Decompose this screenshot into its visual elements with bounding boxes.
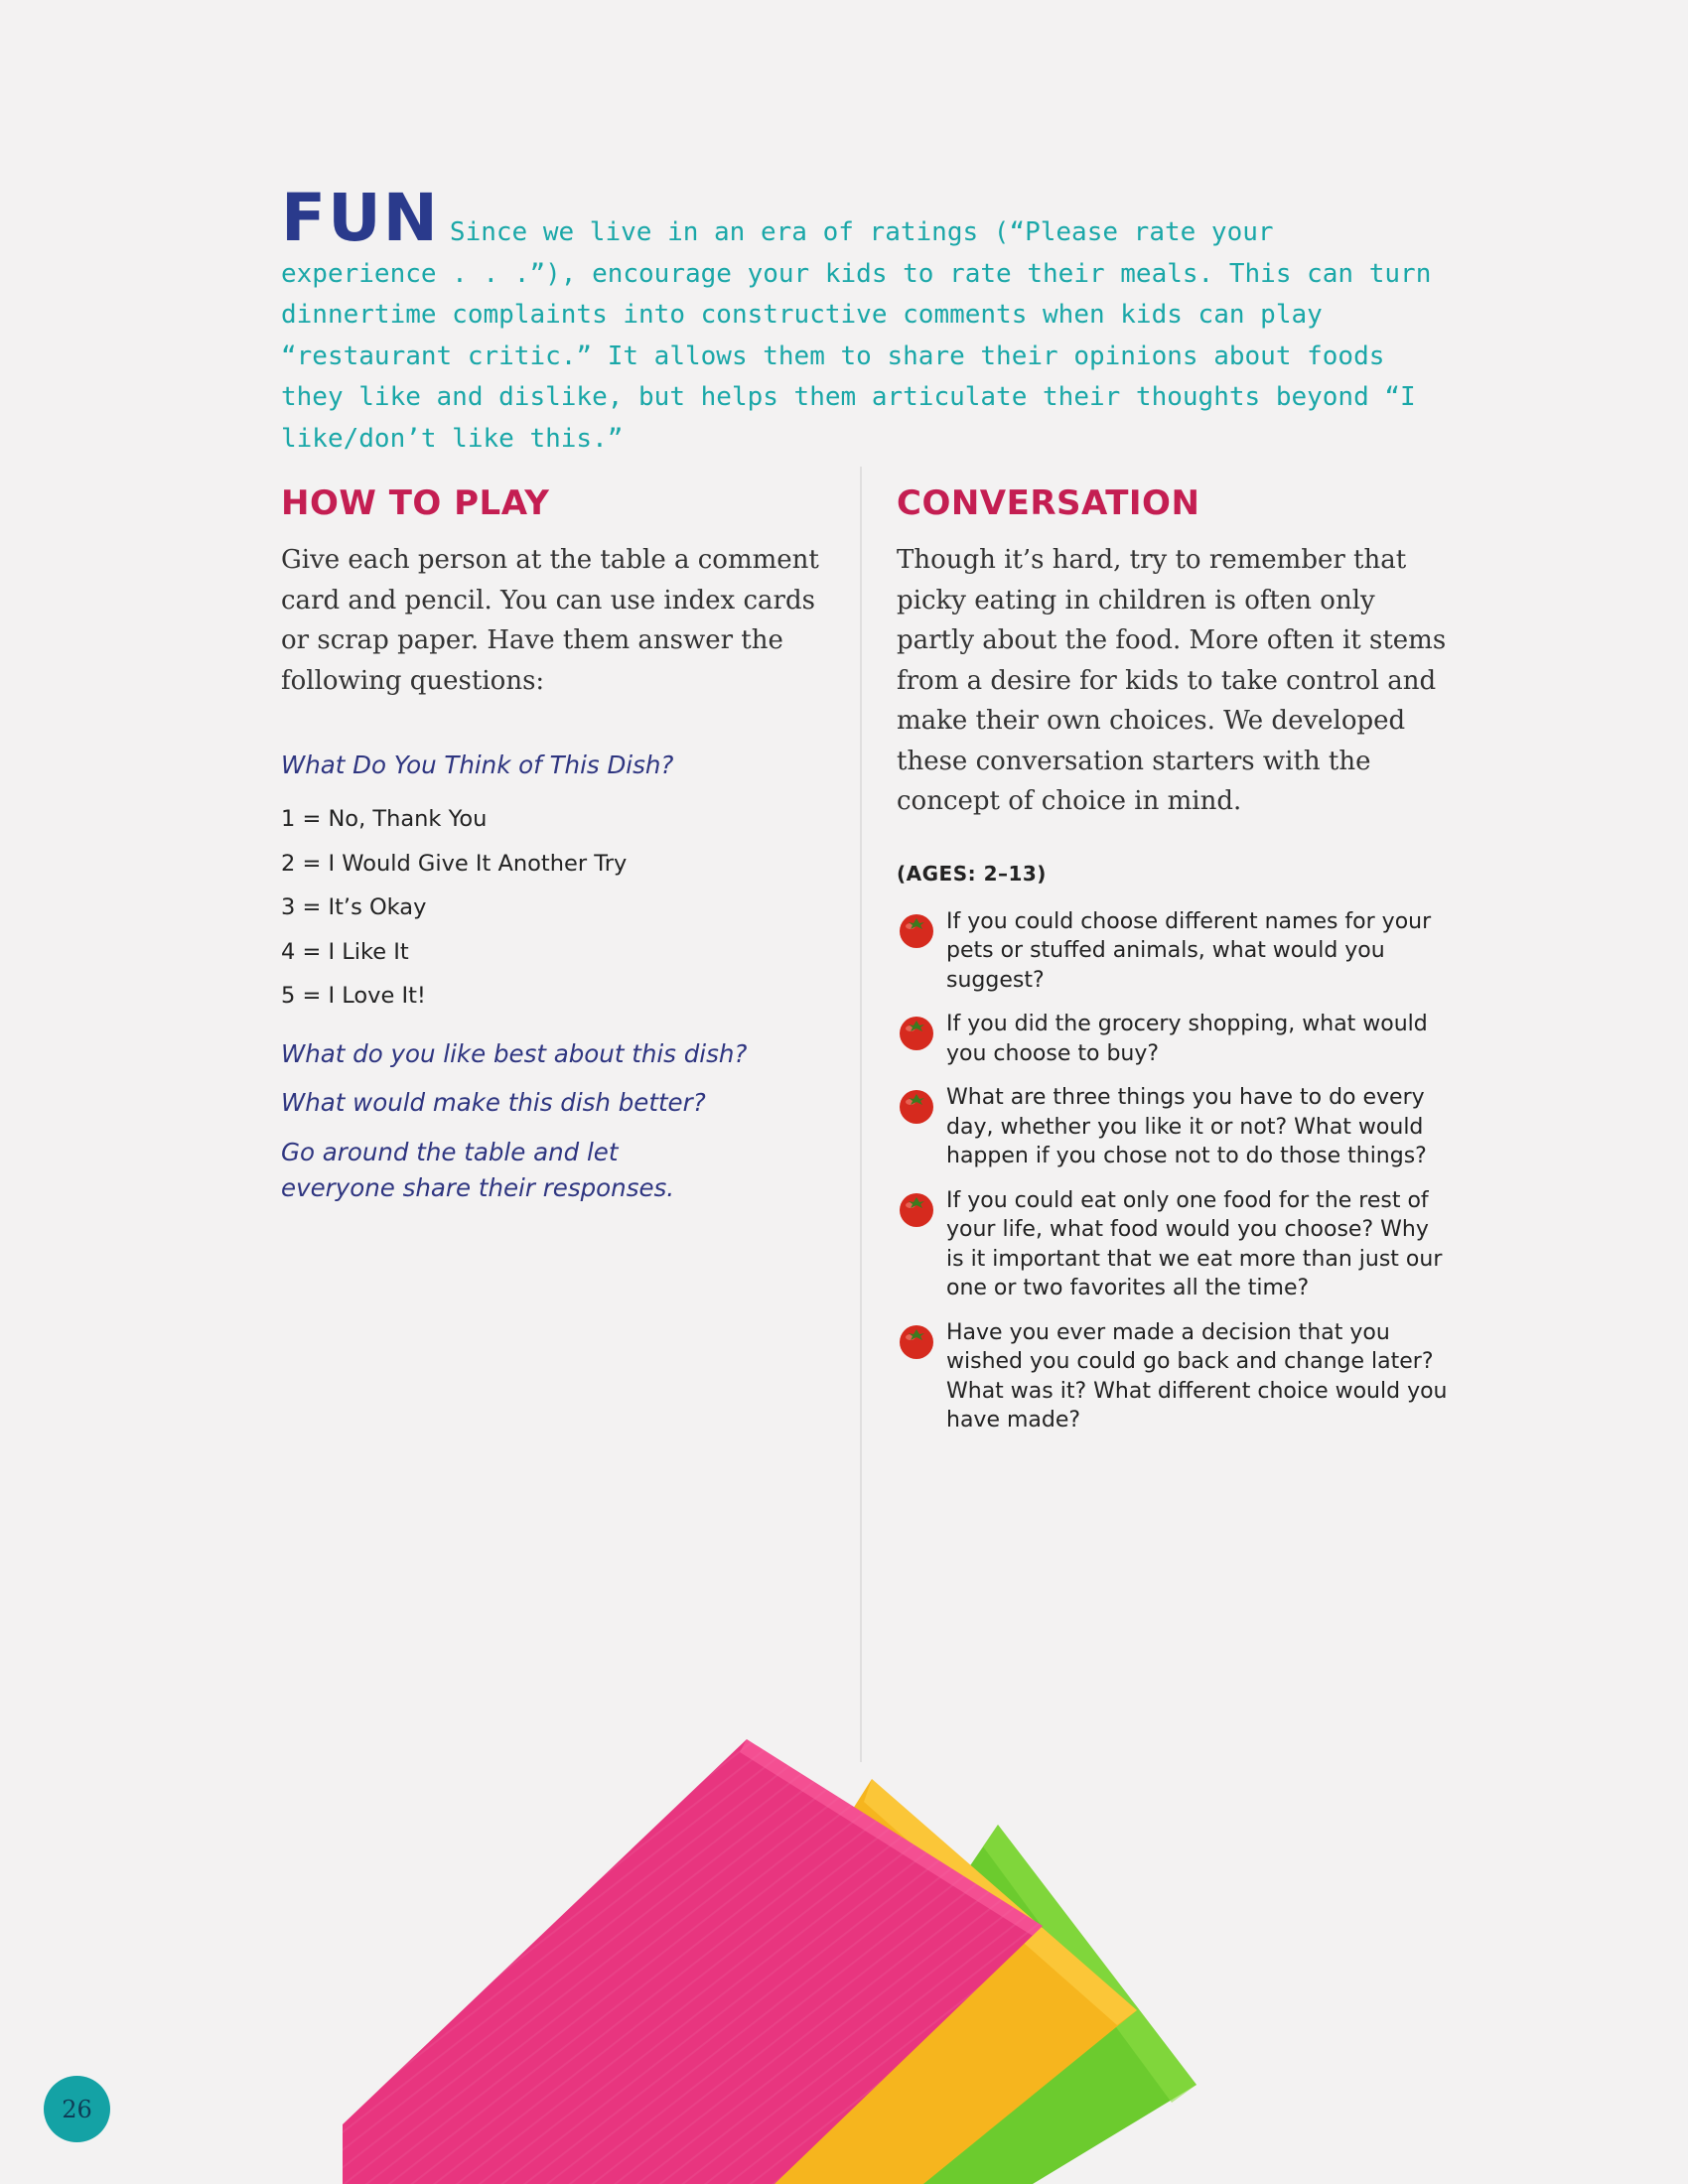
how-to-play-column	[281, 478, 837, 1206]
ages-label: (AGES: 2–13)	[897, 861, 1047, 886]
tomato-icon	[897, 1189, 936, 1229]
list-item	[897, 1083, 1453, 1171]
conversation-heading: CONVERSATION	[897, 483, 1200, 523]
question-make-better: What would make this dish better?	[281, 1087, 706, 1117]
starter-text: If you could choose different names for your pets or stuffed animals, what would you suggest?	[946, 908, 1432, 993]
intro-text: Since we live in an era of ratings (“Please rate your experience . . .”), encourage your kids to rate their meals. This can turn dinnertime complaints into constructive comments when kids can play “restaurant critic.” It allows them to share their opinions about foods they like and dislike, but helps them articulate their thoughts beyond “I like/don’t like this.”	[281, 217, 1432, 454]
yellow-index-card	[616, 1779, 1137, 2184]
tomato-icon	[897, 1013, 936, 1052]
rating-item: 3 = It’s Okay	[281, 894, 427, 920]
page-number: 26	[62, 2095, 92, 2123]
pink-index-card	[343, 1739, 1043, 2184]
how-to-play-heading: HOW TO PLAY	[281, 483, 550, 523]
tomato-icon	[897, 1321, 936, 1361]
starter-text: If you could eat only one food for the rest of your life, what food would you choose? Why is it important that we eat more than just our one or two favorites all the time?	[946, 1187, 1443, 1300]
list-item	[897, 1318, 1453, 1435]
share-responses-text: Go around the table and let everyone share their responses.	[281, 1137, 675, 1202]
intro-paragraph	[281, 180, 1443, 460]
column-divider	[860, 467, 862, 1762]
rating-title: What Do You Think of This Dish?	[281, 751, 674, 779]
conversation-body: Though it’s hard, try to remember that picky eating in children is often only partly about the food. More often it stems from a desire for kids to take control and make their own choices. We developed these conversation starters with the concept of choice in mind.	[897, 545, 1447, 816]
how-to-play-body: Give each person at the table a comment card and pencil. You can use index cards or scrap paper. Have them answer the following questions:	[281, 545, 819, 696]
list-item	[897, 1010, 1453, 1068]
tomato-icon	[897, 910, 936, 950]
rating-item: 5 = I Love It!	[281, 983, 426, 1009]
starter-text: If you did the grocery shopping, what would you choose to buy?	[946, 1012, 1428, 1066]
tomato-icon	[897, 1086, 936, 1126]
list-item	[897, 1186, 1453, 1303]
rating-list	[281, 797, 837, 1019]
list-item	[897, 907, 1453, 996]
rating-item: 4 = I Like It	[281, 938, 409, 965]
question-like-best: What do you like best about this dish?	[281, 1038, 748, 1068]
conversation-column	[897, 478, 1453, 1450]
rating-item: 2 = I Would Give It Another Try	[281, 850, 628, 877]
starter-text: What are three things you have to do every day, whether you like it or not? What would happen if you chose not to do those things?	[946, 1085, 1427, 1168]
rating-item: 1 = No, Thank You	[281, 806, 488, 832]
green-index-card	[755, 1825, 1196, 2184]
fun-lead-word: FUN	[281, 180, 440, 256]
starter-text: Have you ever made a decision that you wished you could go back and change later? What was it? What different choice would you have made?	[946, 1319, 1448, 1433]
conversation-starters	[897, 907, 1453, 1435]
page-number-badge	[44, 2076, 110, 2142]
